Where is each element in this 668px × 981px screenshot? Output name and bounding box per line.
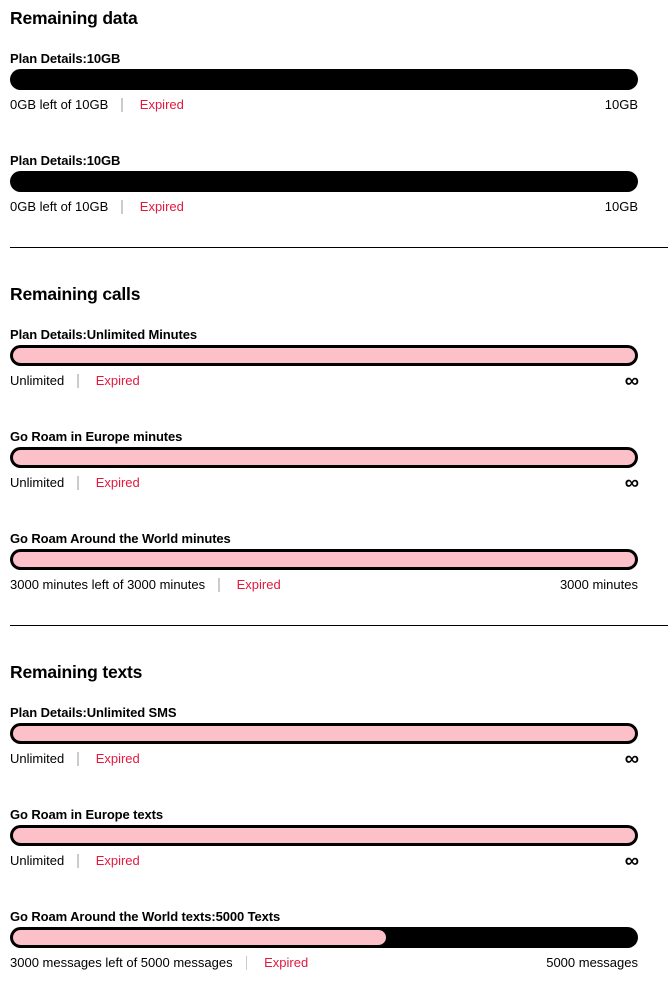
usage-right-value: 10GB [604, 199, 638, 214]
usage-right-value: ∞ [624, 370, 638, 392]
sections-container [0, 8, 668, 971]
section-divider [10, 247, 668, 248]
separator-line [121, 200, 123, 214]
usage-info-row [10, 850, 638, 872]
meter-label: Go Roam in Europe minutes [10, 429, 183, 444]
usage-info-row [10, 577, 638, 593]
usage-bar-fill [13, 726, 635, 741]
separator-line [77, 476, 79, 490]
usage-bar [10, 69, 638, 90]
meter-label: Plan Details:10GB [10, 51, 121, 66]
meter-label: Plan Details:Unlimited Minutes [10, 327, 197, 342]
separator-line [246, 956, 248, 970]
usage-meter [10, 909, 638, 971]
usage-bar [10, 927, 638, 948]
usage-meter [10, 429, 638, 494]
separator-line [218, 578, 220, 592]
usage-right-value: 3000 minutes [559, 577, 638, 592]
usage-meter [10, 531, 638, 593]
section-heading: Remaining data [10, 8, 138, 28]
usage-info-row [10, 199, 638, 215]
usage-bar [10, 825, 638, 846]
usage-bar-fill [13, 828, 635, 843]
meter-label: Go Roam in Europe texts [10, 807, 164, 822]
usage-meter [10, 51, 638, 113]
status-expired-label: Expired [95, 475, 140, 490]
usage-bar-fill [13, 930, 386, 945]
section-heading: Remaining calls [10, 284, 141, 304]
usage-left-text: 0GB left of 10GB [10, 199, 109, 214]
usage-right-value: 5000 messages [546, 955, 638, 970]
usage-meter [10, 327, 638, 392]
usage-right-value: ∞ [624, 850, 638, 872]
usage-right-value: 10GB [604, 97, 638, 112]
usage-bar [10, 171, 638, 192]
usage-left-text: 3000 minutes left of 3000 minutes [10, 577, 206, 592]
usage-left-text: 0GB left of 10GB [10, 97, 109, 112]
usage-bar-fill [13, 450, 635, 465]
meters-container [0, 51, 668, 215]
status-expired-label: Expired [95, 853, 140, 868]
meters-container [0, 327, 668, 593]
usage-allowances-page [0, 8, 668, 971]
usage-left-text: Unlimited [10, 373, 65, 388]
usage-right-value: ∞ [624, 748, 638, 770]
usage-meter [10, 153, 638, 215]
meters-container [0, 705, 668, 971]
usage-info-row [10, 955, 638, 971]
status-expired-label: Expired [236, 577, 281, 592]
usage-info-row [10, 97, 638, 113]
usage-meter [10, 807, 638, 872]
usage-info-row [10, 472, 638, 494]
meter-label: Plan Details:10GB [10, 153, 121, 168]
usage-bar [10, 723, 638, 744]
separator-line [121, 98, 123, 112]
usage-bar-fill [13, 552, 635, 567]
separator-line [77, 374, 79, 388]
usage-left-text: Unlimited [10, 853, 65, 868]
usage-left-text: 3000 messages left of 5000 messages [10, 955, 233, 970]
status-expired-label: Expired [95, 373, 140, 388]
usage-left-text: Unlimited [10, 751, 65, 766]
status-expired-label: Expired [264, 955, 309, 970]
separator-line [77, 752, 79, 766]
usage-right-value: ∞ [624, 472, 638, 494]
status-expired-label: Expired [139, 199, 184, 214]
meter-label: Go Roam Around the World texts:5000 Texts [10, 909, 281, 924]
section-heading: Remaining texts [10, 662, 143, 682]
usage-section [0, 662, 668, 971]
usage-info-row [10, 370, 638, 392]
separator-line [77, 854, 79, 868]
usage-bar [10, 549, 638, 570]
usage-bar-fill [13, 348, 635, 363]
usage-section [0, 8, 668, 215]
usage-meter [10, 705, 638, 770]
usage-info-row [10, 748, 638, 770]
usage-section [0, 284, 668, 593]
meter-label: Plan Details:Unlimited SMS [10, 705, 177, 720]
status-expired-label: Expired [95, 751, 140, 766]
section-divider [10, 625, 668, 626]
usage-bar [10, 447, 638, 468]
meter-label: Go Roam Around the World minutes [10, 531, 231, 546]
status-expired-label: Expired [139, 97, 184, 112]
usage-left-text: Unlimited [10, 475, 65, 490]
usage-bar [10, 345, 638, 366]
